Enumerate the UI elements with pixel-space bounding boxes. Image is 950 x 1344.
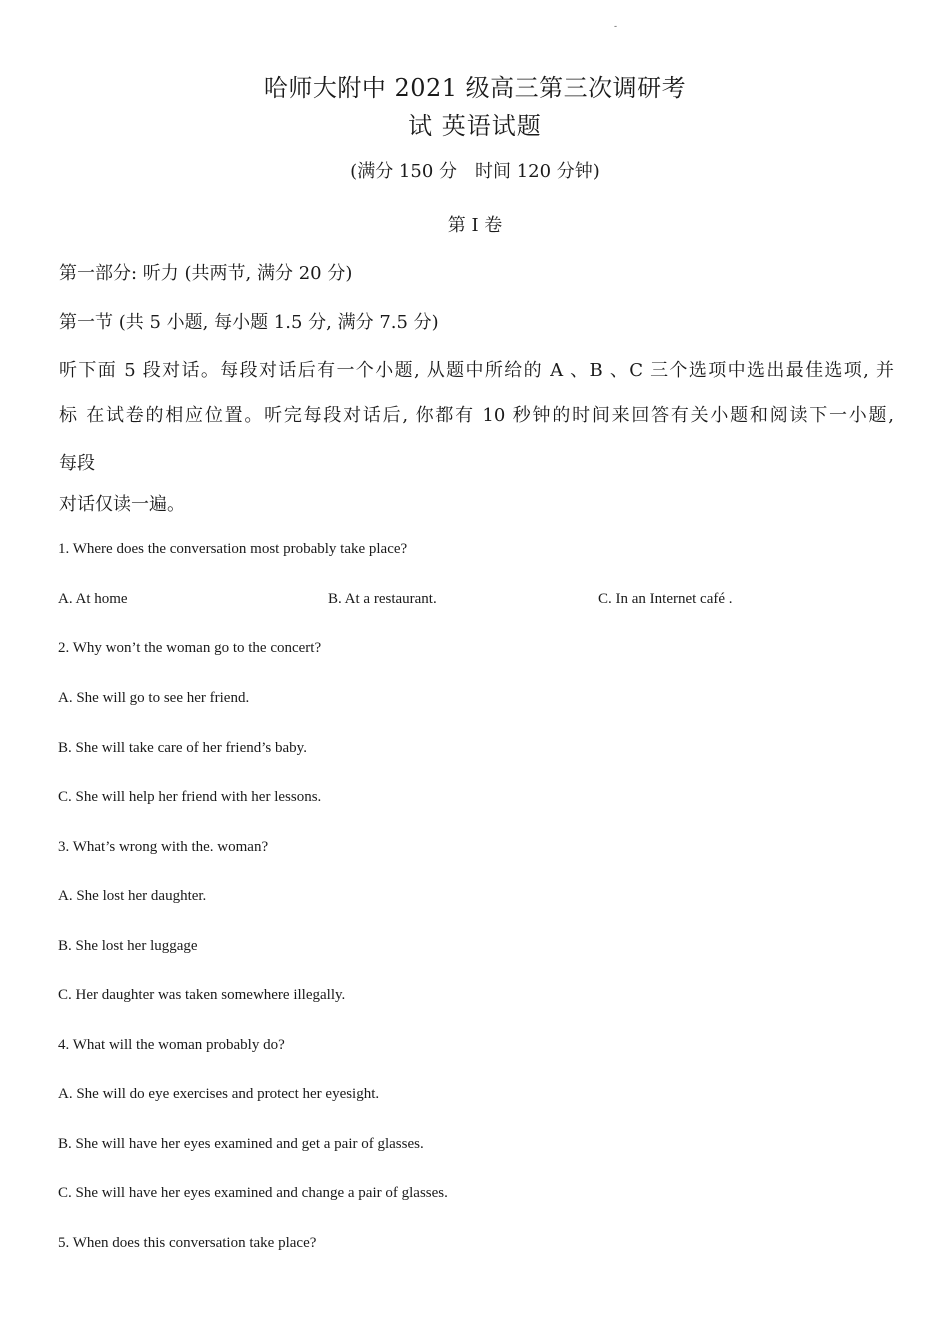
question-3-stem: 3. What’s wrong with the. woman?	[58, 839, 269, 855]
question-4-option-a: A. She will do eye exercises and protect her eyesight.	[58, 1086, 380, 1102]
instructions-line1: 听下面 5 段对话。每段对话后有一个小题, 从题中所给的 A 、B 、C 三个选项中选出最佳选项, 并	[59, 360, 894, 381]
exam-title-line2: 试 英语试题	[408, 112, 542, 140]
question-1-option-a: A. At home	[58, 591, 128, 607]
header-mark: -	[614, 22, 618, 32]
part1-heading: 第一部分: 听力 (共两节, 满分 20 分)	[59, 263, 353, 284]
instructions-line3: 每段	[59, 453, 95, 474]
instructions-line2: 标 在试卷的相应位置。听完每段对话后, 你都有 10 秒钟的时间来回答有关小题和阅读下一小题,	[59, 405, 894, 426]
exam-title-line1: 哈师大附中 2021 级高三第三次调研考	[263, 74, 687, 102]
volume-heading: 第 I 卷	[447, 215, 503, 236]
question-1-option-b: B. At a restaurant.	[328, 591, 437, 607]
question-3-option-c: C. Her daughter was taken somewhere illegally.	[58, 987, 346, 1003]
question-2-option-c: C. She will help her friend with her lessons.	[58, 789, 322, 805]
question-4-stem: 4. What will the woman probably do?	[58, 1037, 285, 1053]
question-1-option-c: C. In an Internet café .	[598, 591, 733, 607]
question-2-option-a: A. She will go to see her friend.	[58, 690, 250, 706]
question-1-stem: 1. Where does the conversation most probably take place?	[58, 541, 408, 557]
question-3-option-a: A. She lost her daughter.	[58, 888, 207, 904]
question-5-stem: 5. When does this conversation take place?	[58, 1235, 317, 1251]
score-time-info: (满分 150 分 时间 120 分钟)	[350, 161, 600, 182]
section1-heading: 第一节 (共 5 小题, 每小题 1.5 分, 满分 7.5 分)	[59, 312, 439, 333]
instructions-line4: 对话仅读一遍。	[59, 494, 185, 515]
question-3-option-b: B. She lost her luggage	[58, 938, 198, 954]
question-2-option-b: B. She will take care of her friend’s baby.	[58, 740, 307, 756]
question-2-stem: 2. Why won’t the woman go to the concert?	[58, 640, 322, 656]
question-4-option-b: B. She will have her eyes examined and get a pair of glasses.	[58, 1136, 424, 1152]
question-4-option-c: C. She will have her eyes examined and change a pair of glasses.	[58, 1185, 448, 1201]
